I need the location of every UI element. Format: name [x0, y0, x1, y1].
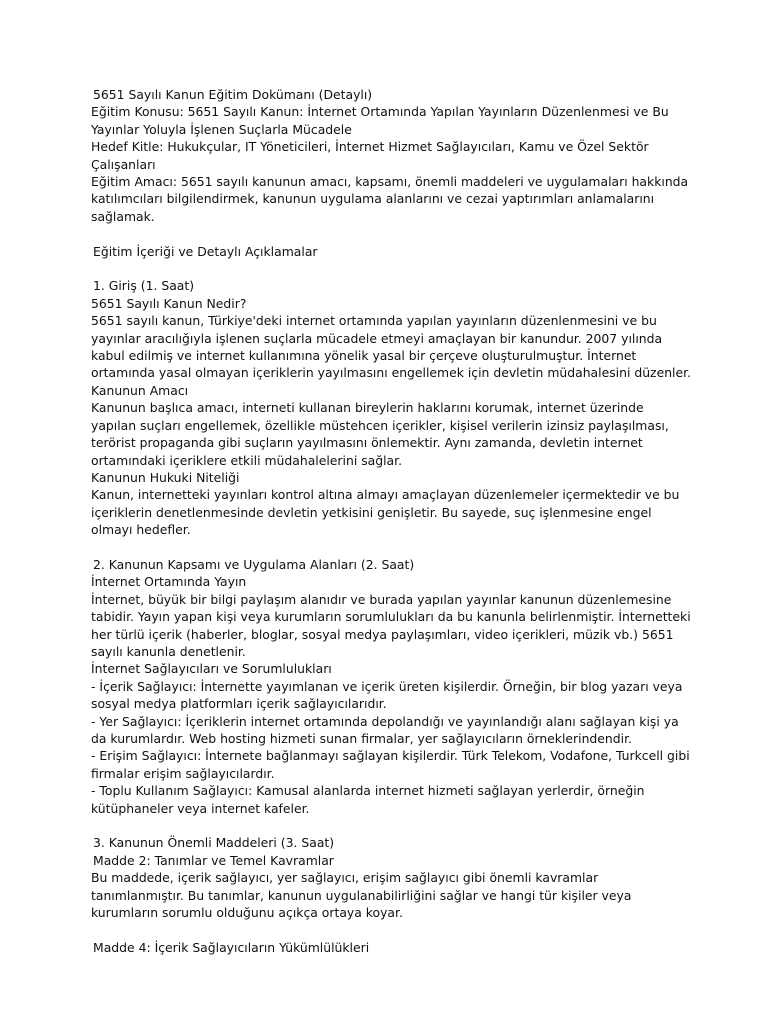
- list-item: - Erişim Sağlayıcı: İnternete bağlanmayı sağlayan kişilerdir. Türk Telekom, Vodafone, Turkcell gibi firmalar erişim sağlayıcılardır.: [91, 748, 690, 781]
- section-2-paragraph-publishing: İnternet, büyük bir bilgi paylaşım alanıdır ve burada yapılan yayınlar kanunun düzenlemesine tabidir. Yayın yapan kişi veya kurumların sorumlulukları da bu kanunla belirlenmiştir. İnternetteki her türlü içerik (haberler, bloglar, sosyal medya paylaşımları, video içerikleri, müzik vb.) 5651 sayılı kanunla denetlenir.: [91, 591, 691, 659]
- document-body: [91, 86, 691, 956]
- content-heading: Eğitim İçeriği ve Detaylı Açıklamalar: [93, 243, 318, 259]
- training-goal: Eğitim Amacı: 5651 sayılı kanunun amacı, kapsamı, önemli maddeleri ve uygulamaları hakkında katılımcıları bilgilendirmek, kanunun uygulama alanlarını ve cezai yaptırımları anlamalarını sağlamak.: [91, 174, 689, 224]
- spacer: [91, 817, 691, 834]
- section-2-heading: 2. Kanunun Kapsamı ve Uygulama Alanları (2. Saat): [93, 556, 415, 572]
- section-1-paragraph-what: 5651 sayılı kanun, Türkiye'deki internet ortamında yapılan yayınların düzenlenmesini ve bu yayınlar aracılığıyla işlenen suçlarla mücadele etmeyi amaçlayan bir kanundur. 2007 yılında kabul edilmiş ve internet kullanımına yönelik yasal bir çerçeve oluşturulmuştur. İnternet ortamında yasal olmayan içeriklerin yayılmasını engellemek için devletin müdahalesini düzenler.: [91, 313, 692, 381]
- target-audience: Hedef Kitle: Hukukçular, IT Yöneticileri, İnternet Hizmet Sağlayıcıları, Kamu ve Özel Sektör Çalışanları: [91, 139, 649, 172]
- section-3-paragraph-article-2: Bu maddede, içerik sağlayıcı, yer sağlayıcı, erişim sağlayıcı gibi önemli kavramlar tanımlanmıştır. Bu tanımlar, kanunun uygulanabilirliğini sağlar ve hangi tür kişiler veya kurumların sorumlu olduğunu açıkça ortaya koyar.: [91, 870, 632, 921]
- spacer: [91, 225, 691, 242]
- section-1-paragraph-legal: Kanun, internetteki yayınları kontrol altına almayı amaçlayan düzenlemeler içermektedir ve bu içeriklerin denetlenmesinde devletin yetkisini genişletir. Bu sayede, suç işlenmesine engel olmayı hedefler.: [91, 487, 680, 538]
- section-1-subheading-legal: Kanunun Hukuki Niteliği: [91, 469, 240, 485]
- document-title: 5651 Sayılı Kanun Eğitim Dokümanı (Detaylı): [93, 87, 373, 102]
- section-2-subheading-publishing: İnternet Ortamında Yayın: [91, 574, 247, 590]
- section-1-subheading-what: 5651 Sayılı Kanun Nedir?: [91, 295, 247, 311]
- training-topic: Eğitim Konusu: 5651 Sayılı Kanun: İnternet Ortamında Yapılan Yayınların Düzenlenmesi ve Bu Yayınlar Yoluyla İşlenen Suçlarla Mücadele: [91, 104, 669, 137]
- spacer: [91, 260, 691, 277]
- section-3-subheading-article-4: Madde 4: İçerik Sağlayıcıların Yükümlülükleri: [93, 939, 370, 955]
- section-1-heading: 1. Giriş (1. Saat): [93, 278, 195, 294]
- list-item: - Toplu Kullanım Sağlayıcı: Kamusal alanlarda internet hizmeti sağlayan yerlerdir, örneğin kütüphaneler veya internet kafeler.: [91, 783, 645, 816]
- section-2-subheading-providers: İnternet Sağlayıcıları ve Sorumlulukları: [91, 661, 332, 677]
- spacer: [91, 921, 691, 938]
- list-item: - İçerik Sağlayıcı: İnternette yayımlanan ve içerik üreten kişilerdir. Örneğin, bir blog yazarı veya sosyal medya platformları içerik sağlayıcılarıdır.: [91, 678, 683, 712]
- section-3-subheading-article-2: Madde 2: Tanımlar ve Temel Kavramlar: [93, 852, 334, 868]
- section-1-subheading-purpose: Kanunun Amacı: [91, 382, 189, 398]
- spacer: [91, 539, 691, 556]
- section-1-paragraph-purpose: Kanunun başlıca amacı, interneti kullanan bireylerin haklarını korumak, internet üzerinde yapılan suçları engellemek, özellikle müstehcen içerikler, kişisel verilerin izinsiz paylaşılması, terörist propaganda gibi suçların yayılmasını önlemektir. Aynı zamanda, devletin internet ortamındaki içeriklere etkili müdahalelerini sağlar.: [91, 400, 669, 468]
- section-3-heading: 3. Kanunun Önemli Maddeleri (3. Saat): [93, 835, 335, 851]
- list-item: - Yer Sağlayıcı: İçeriklerin internet ortamında depolandığı ve yayınlandığı alanı sağlayan kişi ya da kurumlardır. Web hosting hizmeti sunan firmalar, yer sağlayıcıların örneklerindendir.: [91, 713, 679, 746]
